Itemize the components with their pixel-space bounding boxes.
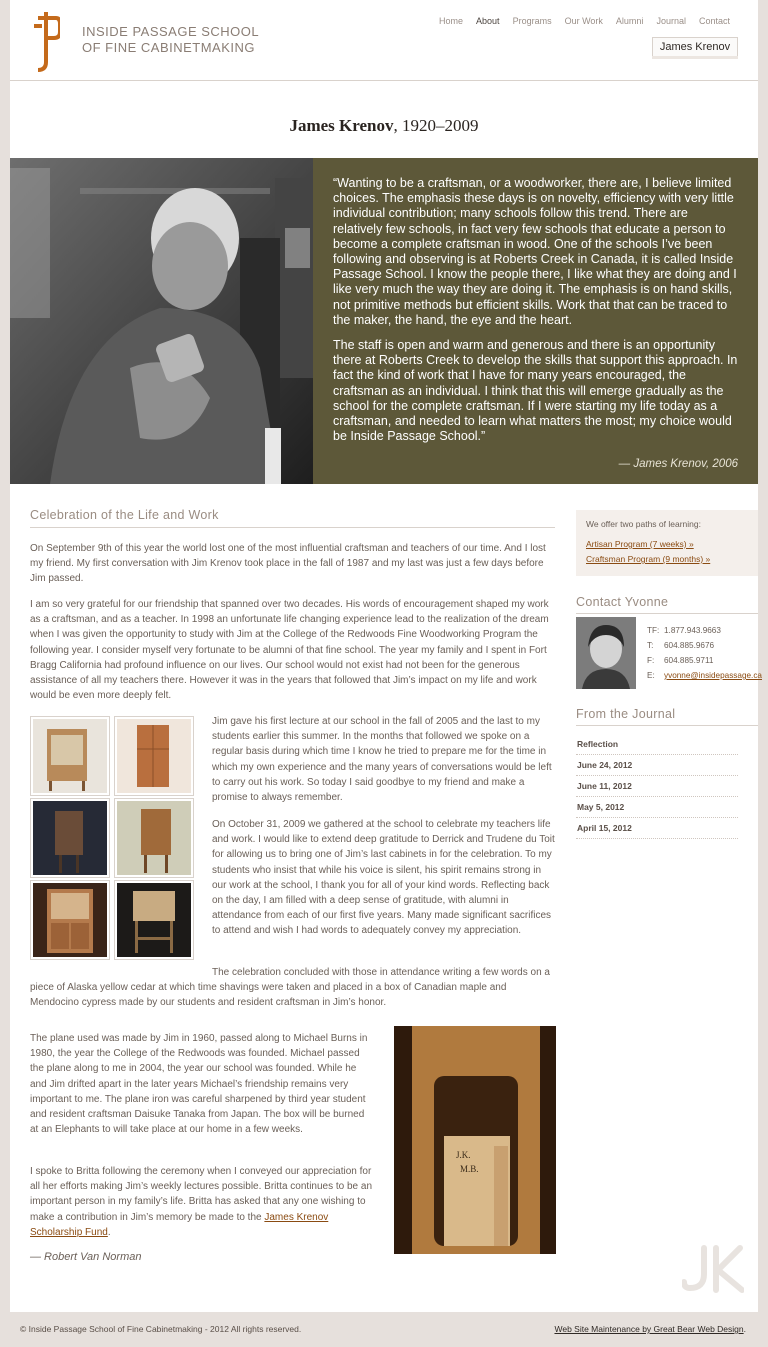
gallery-thumb-1[interactable] (30, 716, 110, 796)
nav-about[interactable]: About (476, 16, 500, 26)
paragraph-3-text: Jim gave his first lecture at our school in the fall of 2005 and the last to my students earlier this summer. In the months that followed we spoke on a regular basis during which time I know he tried to prepare me for the time in which my own experience and the many years of conversations would be left to carry out his work. So today I said goodbye to my friend and make a promise to always remember. (212, 716, 552, 804)
footer-credit-end: . (743, 1324, 746, 1334)
jk-monogram-icon (682, 1244, 744, 1294)
paragraph-4-text: On October 31, 2009 we gathered at the school to celebrate my teachers life and work. I would like to extend deep gratitude to Derrick and Trudene du Toit for allowing us to bring one of Jim’s last cabinets in for the celebration. To my students who insist that while his voice is silent, his spirit remains strong in our work at the school, I thank you for all of your kind words. Reflecting back on the day, I am filled with a deep sense of gratitude, with alumni in attendance from each of our first five years. Many made significant sacrifices to attend and wish I had words to adequately convey my appreciation. (212, 819, 555, 937)
logo-line-2: OF FINE CABINETMAKING (82, 40, 256, 55)
journal-item[interactable]: April 15, 2012 (576, 818, 738, 839)
contact-title: Contact Yvonne (576, 595, 758, 614)
footer-copyright: © Inside Passage School of Fine Cabinetmaking - 2012 All rights reserved. (20, 1324, 302, 1334)
journal-item[interactable]: Reflection (576, 734, 738, 755)
page (10, 0, 762, 1312)
web-design-link[interactable]: Web Site Maintenance by Great Bear Web Design (554, 1324, 744, 1334)
paths-label: We offer two paths of learning: (586, 519, 701, 529)
paragraph-7 (30, 1164, 375, 1240)
paragraph-7-text (30, 1164, 375, 1240)
paragraph-7-end: . (107, 1226, 111, 1238)
nav-alumni[interactable]: Alumni (615, 16, 644, 26)
journal-item[interactable]: May 5, 2012 (576, 797, 738, 818)
craftsman-program-link[interactable]: Craftsman Program (9 months) » (586, 554, 711, 564)
signoff: — Robert Van Norman (30, 1251, 142, 1263)
nav-journal[interactable]: Journal (656, 16, 686, 26)
email-link[interactable]: yvonne@insidepassage.ca (664, 671, 762, 680)
journal-title: From the Journal (576, 707, 758, 726)
contact-details (647, 626, 762, 686)
quote-paragraph-1: “Wanting to be a craftsman, or a woodworker, there are, I believe limited choices. The emphasis these days is on novelty, efficiency with very little individual contribution; many schools follow this trend. There are relatively few schools, in fact very few schools that educate a person to become a complete craftsman in wood. One of the schools I’ve been following and observing is at Roberts Creek in Canada, it is called Inside Passage School. I know the people there, I like what they are doing and I like very much the way they are doing it. The emphasis is on hand skills, not primitive methods but efficient skills. Work that that can be traced to the maker, the hand, the eye and the heart. (333, 176, 737, 327)
paragraph-5-text: The celebration concluded with those in attendance writing a few words on a piece of Alaska yellow cedar at which time shavings were taken and placed in a box of Canadian maple and Mendocino cypress made by our students and resident craftsman in Jim’s honor. (30, 967, 550, 1009)
quote-paragraph-2: The staff is open and warm and generous and there is an opportunity there at Roberts Creek to develop the skills that support this approach. In fact the kind of work that I have for many years encouraged, the craftsman as an individual. I think that this will emerge gradually as the school for the complete craftsman. If I were starting my life today as a craftsman, and needed to learn what matters the most; my choice would be Inside Passage School.” (333, 338, 738, 444)
paths-box (576, 510, 758, 576)
paragraph-1-text: On September 9th of this year the world lost one of the most influential craftsman and teachers of our time. And I lost my friend. My first conversation with Jim Krenov took place in the fall of 1987 and my last was just a few days before Jim passed. (30, 543, 546, 585)
nav-contact[interactable]: Contact (698, 16, 730, 26)
contact-row-email (647, 671, 762, 686)
paragraph-2-text: I am so very grateful for our friendship that spanned over two decades. His words of encouragement shaped my work as a craftsman, and as a teacher. In 1998 an unfortunate life changing experience lead to the realization of the dream when I was given the opportunity to study with Jim at the College of the Redwoods Fine Woodworking Program the following year. I consider myself very fortunate to be alumni of that fine school. The year my family and I spent in Fort Bragg California had profound influence on our lives. Our school would not exist had not been for the generous assistance of all my teachers there. However it was in the years that followed that Jim’s impact on my life and work would be even more deeply felt. (30, 599, 549, 702)
journal-item[interactable]: June 11, 2012 (576, 776, 738, 797)
hand-plane-photo (394, 1026, 556, 1254)
page-title (10, 116, 758, 136)
paragraph-6 (30, 1031, 375, 1137)
contact-row-tollfree (647, 626, 762, 641)
gallery-thumb-6[interactable] (114, 880, 194, 960)
site-logo-text[interactable] (82, 24, 259, 56)
scholarship-fund-link[interactable]: James Krenov Scholarship Fund (30, 1211, 329, 1238)
hero (10, 158, 758, 484)
ip-monogram-icon[interactable] (34, 10, 60, 72)
quote-box (313, 158, 758, 484)
footer-credit (554, 1324, 746, 1334)
krenov-portrait-photo (10, 158, 313, 484)
contact-value: 1.877.943.9663 (664, 626, 721, 635)
krenov-quote (333, 176, 739, 454)
gallery-thumb-4[interactable] (114, 798, 194, 878)
gallery-thumb-2[interactable] (114, 716, 194, 796)
paragraph-6-text: The plane used was made by Jim in 1960, passed along to Michael Burns in 1980, the year the College of the Redwoods was founded. Michael passed the plane along to me in 2004, the year our school was founded. While he and Jim drifted apart in the later years Michael’s friendship remains very important to me. The plane iron was careful sharpened by third year student and resident craftsman Daisuke Tanaka from Japan. The box will be burned at an Elephants to will take place at our home in a few weeks. (30, 1033, 368, 1136)
cabinet-gallery (30, 716, 194, 960)
contact-key: TF: (647, 626, 660, 635)
artisan-program-link[interactable]: Artisan Program (7 weeks) » (586, 539, 694, 549)
nav-programs[interactable]: Programs (512, 16, 552, 26)
nav-home[interactable]: Home (439, 16, 464, 26)
gallery-thumb-3[interactable] (30, 798, 110, 878)
paragraph-4 (212, 817, 557, 939)
paragraph-3 (212, 714, 557, 805)
plane-inscription-1: J.K. (456, 1150, 471, 1160)
contact-row-fax (647, 656, 762, 671)
plane-inscription-2: M.B. (460, 1164, 479, 1174)
site-header (10, 0, 758, 81)
journal-list (576, 734, 738, 839)
quote-attribution: — James Krenov, 2006 (618, 458, 738, 470)
contact-key: T: (647, 641, 654, 650)
subtab-shadow (652, 56, 738, 59)
journal-item[interactable]: June 24, 2012 (576, 755, 738, 776)
contact-key: E: (647, 671, 655, 680)
page-title-name: James Krenov (289, 116, 394, 135)
paragraph-1 (30, 541, 557, 587)
contact-row-phone (647, 641, 762, 656)
paragraph-2 (30, 597, 557, 703)
nav-our-work[interactable]: Our Work (564, 16, 603, 26)
contact-key: F: (647, 656, 655, 665)
main-nav (439, 16, 730, 26)
paragraph-5 (30, 965, 557, 1011)
subnav-tab-james-krenov[interactable]: James Krenov (652, 37, 738, 57)
contact-value: 604.885.9711 (664, 656, 714, 665)
logo-line-1: INSIDE PASSAGE SCHOOL (82, 24, 260, 39)
paragraph-7-body: I spoke to Britta following the ceremony when I conveyed our appreciation for all her efforts making Jim’s weekly lectures possible. Britta continues to be an important person in my family’s life. Britta has asked that any one wishing to make a contribution in Jim’s memory be made to the (30, 1166, 373, 1223)
contact-value: 604.885.9676 (664, 641, 715, 650)
yvonne-photo (576, 617, 636, 689)
section-title: Celebration of the Life and Work (30, 508, 555, 528)
gallery-thumb-5[interactable] (30, 880, 110, 960)
page-title-dates: , 1920–2009 (393, 116, 479, 135)
